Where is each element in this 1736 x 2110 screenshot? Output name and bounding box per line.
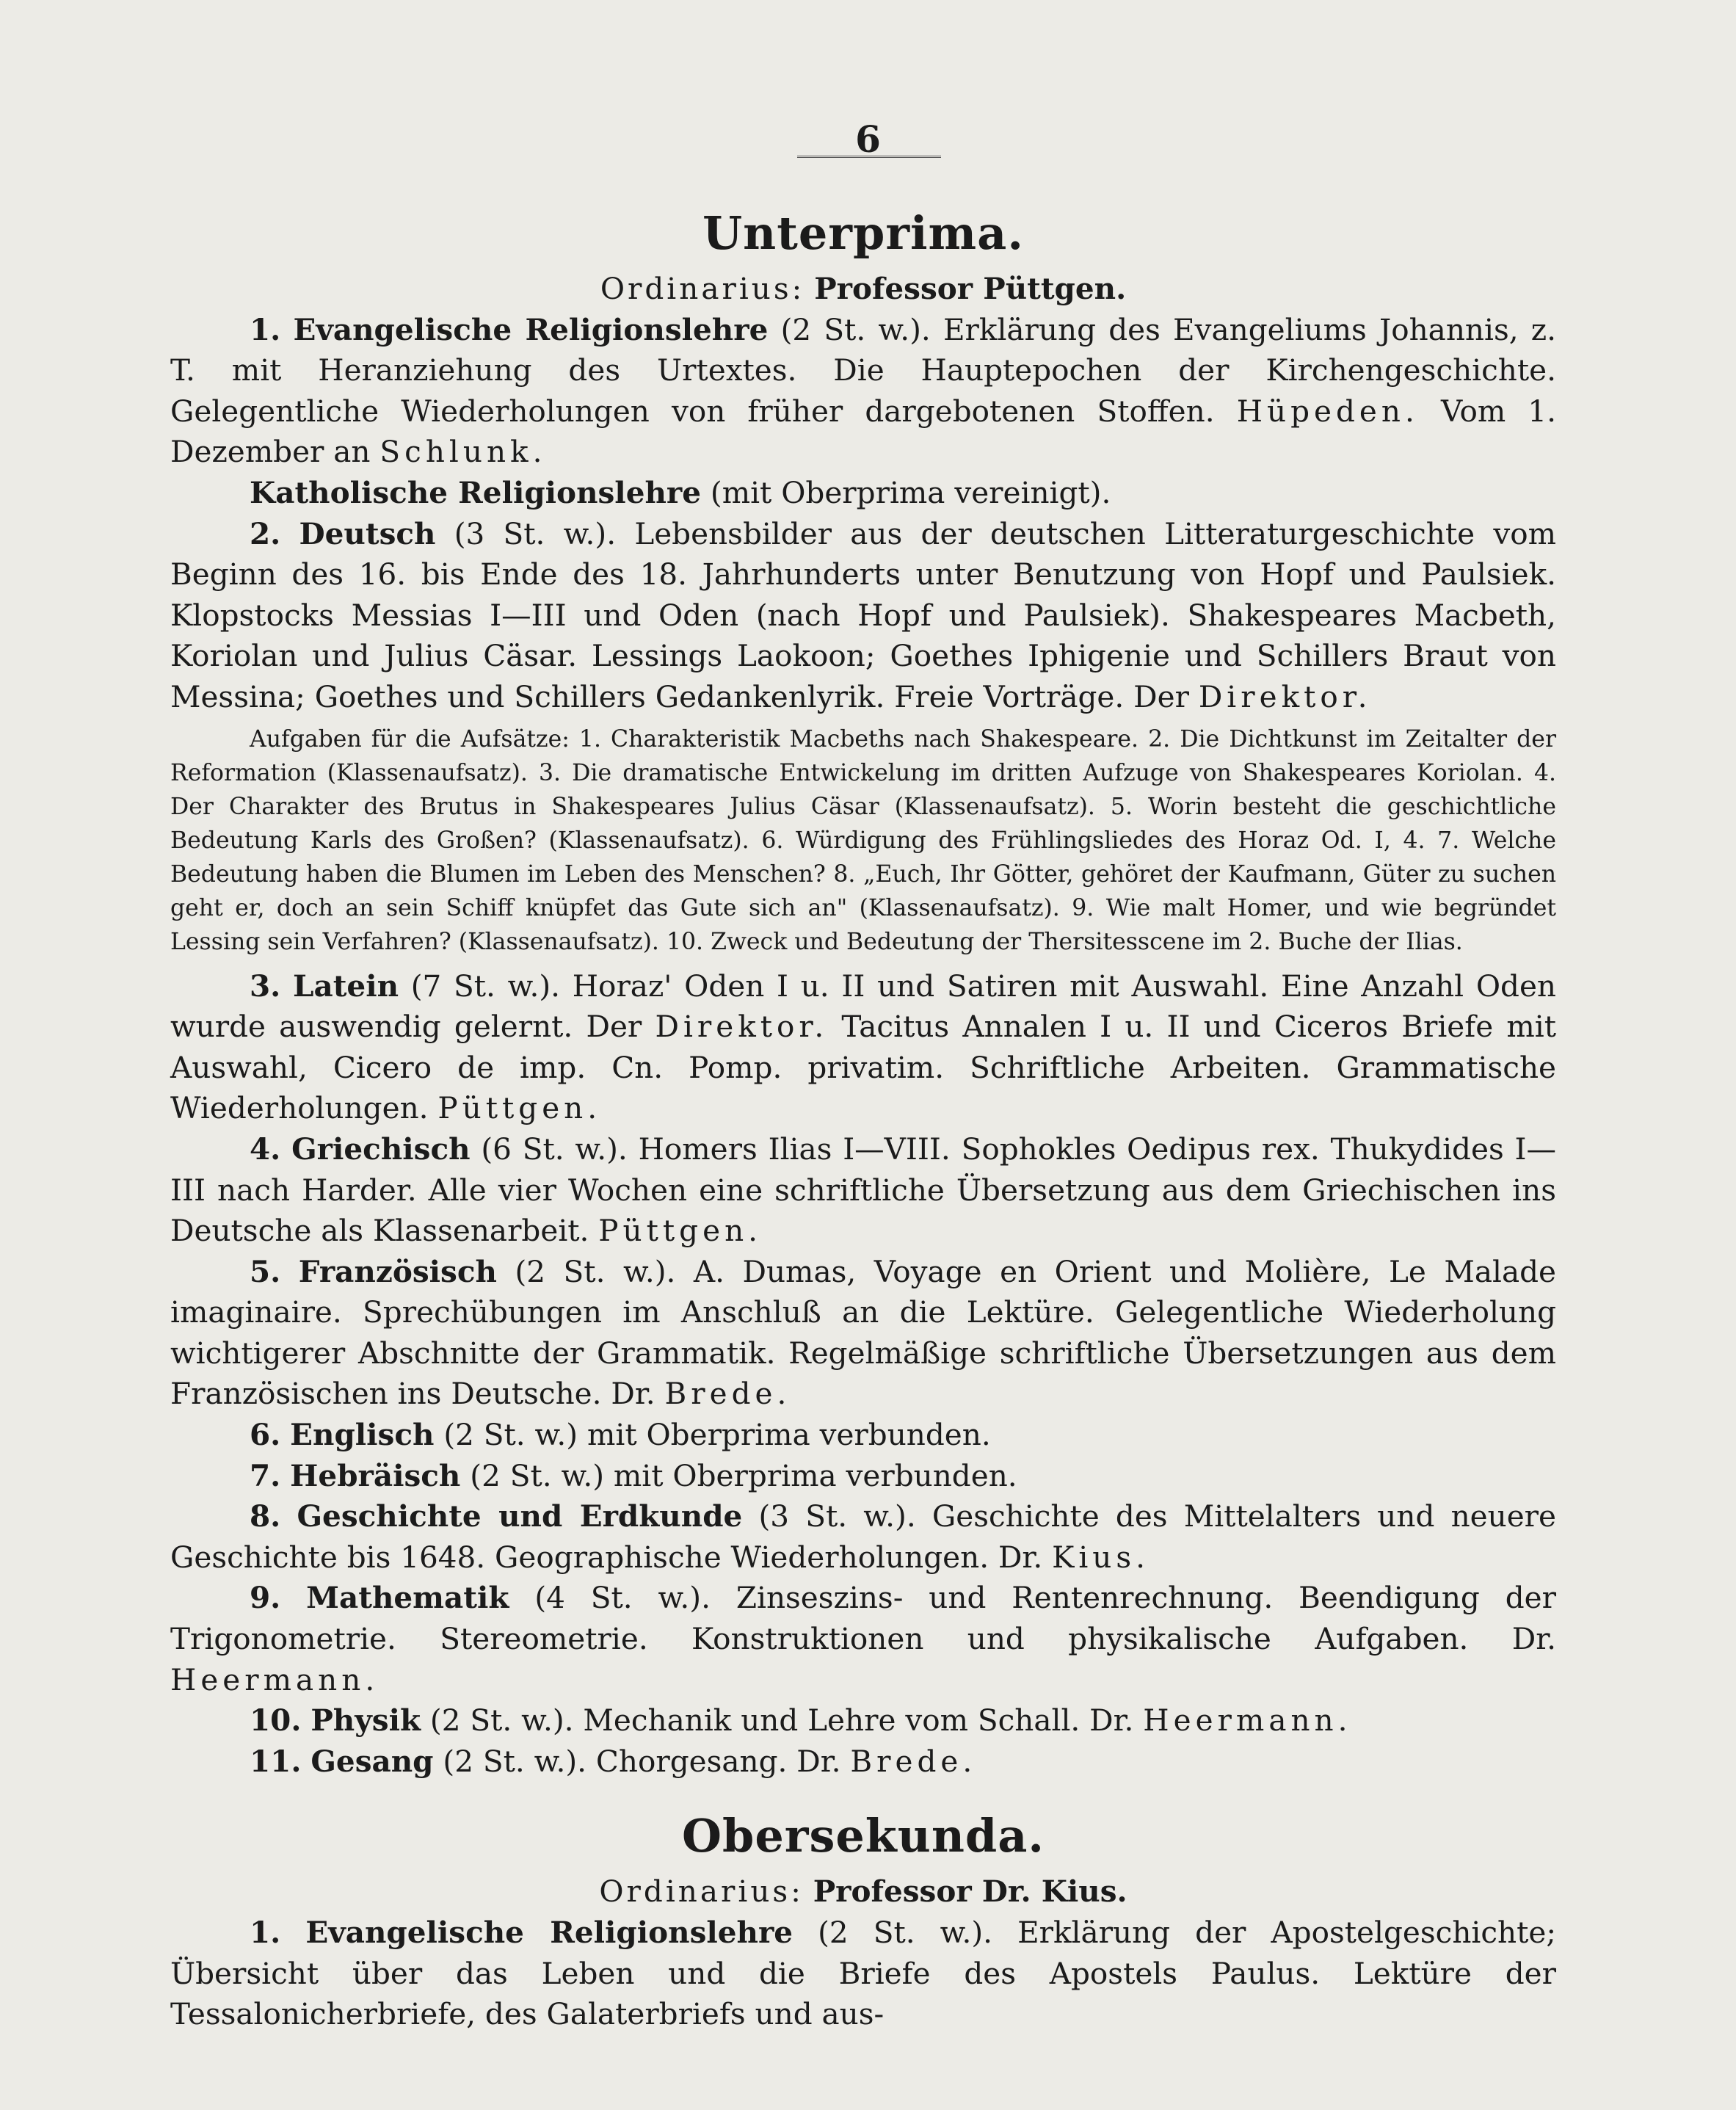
subject-text: Tacitus Annalen I u. II und Ciceros Briefe mit Auswahl, Cicero de imp. Cn. Pomp. privatim. Schriftliche Arbeiten. Grammatische Wiederholungen. xyxy=(170,1009,1557,1126)
item-number: 10. xyxy=(250,1703,302,1739)
subject-name: Englisch xyxy=(290,1417,435,1453)
ordinarius-line xyxy=(170,269,1556,310)
ordinarius-label: Ordinarius: xyxy=(599,1874,804,1910)
subject-name: Griechisch xyxy=(291,1131,471,1167)
item-number: 7. xyxy=(250,1457,281,1493)
essay-topics: Aufgaben für die Aufsätze: 1. Charakteristik Macbeths nach Shakespeare. 2. Die Dichtkunst im Zeitalter der Reformation (Klassenaufsatz). 3. Die dramatische Entwickelung im dritten Aufzuge von Shakespeares Koriolan. 4. Der Charakter des Brutus in Shakespeares Julius Cäsar (Klassenaufsatz). 5. Worin besteht die geschichtliche Bedeutung Karls des Großen? (Klassenaufsatz). 6. Würdigung des Frühlingsliedes des Horaz Od. I, 4. 7. Welche Bedeutung haben die Blumen im Leben des Menschen? 8. „Euch, Ihr Götter, gehöret der Kaufmann, Güter zu suchen geht er, doch an sein Schiff knüpfet das Gute sich an" (Klassenaufsatz). 9. Wie malt Homer, und wie begründet Lessing sein Verfahren? (Klassenaufsatz). 10. Zweck und Bedeutung der Thersitesscene im 2. Buche der Ilias. xyxy=(170,725,1556,955)
item-number: 9. xyxy=(250,1580,281,1616)
subject-paragraph xyxy=(170,473,1556,514)
subject-paragraph xyxy=(170,1252,1556,1415)
ordinarius-line xyxy=(170,1871,1556,1913)
teacher-name: Brede. xyxy=(664,1376,791,1412)
item-number: 2. xyxy=(250,515,281,551)
item-number: 5. xyxy=(250,1253,281,1289)
teacher-name: Brede. xyxy=(850,1743,977,1779)
subject-name: Evangelische Religionslehre xyxy=(305,1915,793,1950)
subject-paragraph xyxy=(170,310,1556,473)
subject-paragraph xyxy=(170,1700,1556,1741)
subject-text: (2 St. w.). Erklärung der Apostelgeschichte; Übersicht über das Leben und die Briefe des Apostels Paulus. Lektüre der Tessalonicherbriefe, des Galaterbriefs und aus- xyxy=(170,1915,1557,2032)
page-number: 6 xyxy=(855,117,881,161)
subject-paragraph xyxy=(170,1415,1556,1456)
subject-paragraph xyxy=(170,1129,1556,1252)
item-number: 4. xyxy=(250,1131,281,1167)
subject-name: Deutsch xyxy=(299,515,436,551)
subject-paragraph xyxy=(170,1496,1556,1578)
teacher-name: Hüpeden. xyxy=(1236,393,1419,429)
item-number: 6. xyxy=(250,1417,281,1453)
page-content xyxy=(170,198,1556,2035)
teacher-name: Püttgen. xyxy=(437,1090,602,1126)
item-number: 3. xyxy=(250,968,281,1004)
item-number: 11. xyxy=(250,1743,302,1779)
subject-text: (2 St. w.). A. Dumas, Voyage en Orient und Molière, Le Malade imaginaire. Sprechübungen im Anschluß an die Lektüre. Gelegentliche Wiederholung wichtigerer Abschnitte der Grammatik. Regelmäßige schriftliche Übersetzungen aus dem Französischen ins Deutsche. Dr. xyxy=(170,1253,1557,1412)
teacher-name: Direktor. xyxy=(655,1009,829,1045)
ordinarius-name: Professor Püttgen. xyxy=(814,271,1127,306)
subject-text: (2 St. w.) mit Oberprima verbunden. xyxy=(443,1417,991,1453)
decorative-rule xyxy=(797,156,941,158)
subject-paragraph xyxy=(170,966,1556,1129)
subject-name: Geschichte und Erdkunde xyxy=(297,1498,743,1534)
ordinarius-name: Professor Dr. Kius. xyxy=(813,1874,1127,1910)
subject-name: Latein xyxy=(293,968,399,1004)
teacher-name: Heermann. xyxy=(1143,1703,1352,1739)
subject-text: (3 St. w.). Geschichte des Mittelalters und neuere Geschichte bis 1648. Geographische Wiederholungen. Dr. xyxy=(170,1498,1557,1575)
subject-text: (6 St. w.). Homers Ilias I—VIII. Sophokles Oedipus rex. Thukydides I—III nach Harder. Alle vier Wochen eine schriftliche Übersetzung aus dem Griechischen ins Deutsche als Klassenarbeit. xyxy=(170,1131,1557,1249)
subject-paragraph xyxy=(170,514,1556,718)
subject-paragraph xyxy=(170,1741,1556,1783)
item-number: 8. xyxy=(250,1498,281,1534)
subject-paragraph xyxy=(170,1578,1556,1700)
subject-text: (2 St. w.). Erklärung des Evangeliums Johannis, z. T. mit Heranziehung des Urtextes. Die Hauptepochen der Kirchengeschichte. Gelegentliche Wiederholungen von früher dargebotenen Stoffen. xyxy=(170,311,1557,429)
subject-paragraph xyxy=(170,1913,1556,2035)
section-title-unterprima: Unterprima. xyxy=(702,206,1024,260)
subject-name: Katholische Religionslehre xyxy=(250,474,702,510)
subject-name: Gesang xyxy=(310,1743,434,1779)
subject-text: (7 St. w.). Horaz' Oden I u. II und Satiren mit Auswahl. Eine Anzahl Oden wurde auswendig gelernt. Der xyxy=(170,968,1557,1045)
subject-name: Französisch xyxy=(298,1253,497,1289)
subject-text: (4 St. w.). Zinseszins- und Rentenrechnung. Beendigung der Trigonometrie. Stereometrie. Konstruktionen und physikalische Aufgaben. Dr. xyxy=(170,1580,1556,1657)
teacher-name: Direktor. xyxy=(1198,678,1372,714)
subject-name: Evangelische Religionslehre xyxy=(293,311,769,347)
teacher-name: Kius. xyxy=(1052,1539,1150,1575)
section-gap xyxy=(170,1782,1556,1801)
subject-name: Mathematik xyxy=(306,1580,509,1616)
item-number: 1. xyxy=(250,311,281,347)
ordinarius-label: Ordinarius: xyxy=(600,271,805,306)
subject-text: (2 St. w.). Mechanik und Lehre vom Schall. Dr. xyxy=(429,1703,1134,1739)
teacher-name: Heermann. xyxy=(170,1661,379,1697)
item-number: 1. xyxy=(250,1915,281,1950)
teacher-name: Püttgen. xyxy=(598,1213,763,1249)
section-title-obersekunda: Obersekunda. xyxy=(681,1809,1045,1863)
subject-text: (2 St. w.) mit Oberprima verbunden. xyxy=(470,1457,1017,1493)
subject-paragraph xyxy=(170,1456,1556,1497)
subject-text: Vom 1. Dezember an xyxy=(170,393,1557,470)
subject-text: (2 St. w.). Chorgesang. Dr. xyxy=(443,1743,841,1779)
subject-name: Physik xyxy=(310,1703,421,1739)
teacher-name: Schlunk. xyxy=(379,434,547,470)
subject-text: (3 St. w.). Lebensbilder aus der deutschen Litteraturgeschichte vom Beginn des 16. bis Ende des 18. Jahrhunderts unter Benutzung von Hopf und Paulsiek. Klopstocks Messias I—III und Oden (nach Hopf und Paulsiek). Shakespeares Macbeth, Koriolan und Julius Cäsar. Lessings Laokoon; Goethes Iphigenie und Schillers Braut von Messina; Goethes und Schillers Gedankenlyrik. Freie Vorträge. Der xyxy=(170,515,1557,714)
subject-text: (mit Oberprima vereinigt). xyxy=(710,474,1111,510)
subject-name: Hebräisch xyxy=(290,1457,461,1493)
